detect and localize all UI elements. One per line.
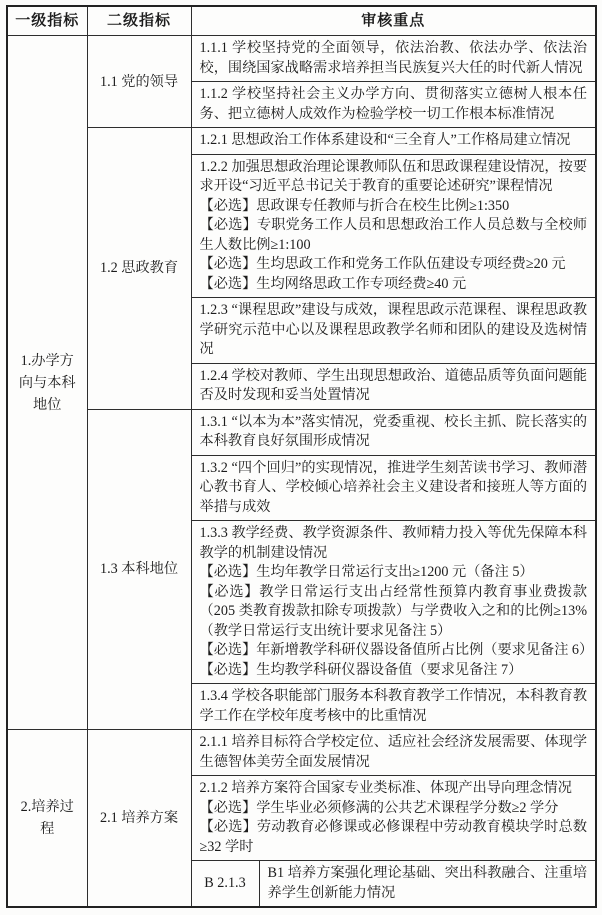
required-item: 【必选】学生毕业必须修满的公共艺术课程学分数≥2 学分	[199, 799, 559, 816]
header-review-focus: 审核重点	[191, 6, 596, 36]
criterion-text: 1.1.1 学校坚持党的全面领导，依法治教、依法办学、依法治校，围绕国家战略需求培养担当民族复兴大任的时代新人情况	[199, 40, 588, 76]
required-item: 【必选】专职党务工作人员和思想政治工作人员总数与全校师生人数比例≥1:100	[199, 217, 588, 253]
focus-cell-1-3-3	[191, 521, 596, 684]
focus-cell-1-2-1	[191, 128, 596, 155]
focus-cell-1-3-2	[191, 455, 596, 521]
focus-cell-1-2-3	[191, 298, 596, 364]
focus-cell-1-1-2	[191, 82, 596, 128]
focus-cell-1-3-1	[191, 409, 596, 455]
header-level1-indicator: 一级指标	[7, 6, 87, 36]
b-code-cell: B 2.1.3	[191, 861, 259, 908]
criterion-text: 1.2.1 思想政治工作体系建设和“三全育人”工作格局建立情况	[199, 132, 571, 148]
focus-cell-b-2-1-3	[259, 861, 596, 908]
criterion-text: 2.1.1 培养目标符合学校定位、适应社会经济发展需要、体现学生德智体美劳全面发展情况	[199, 734, 588, 770]
focus-cell-1-2-4	[191, 363, 596, 409]
header-row	[7, 6, 596, 36]
focus-cell-2-1-2	[191, 776, 596, 861]
review-indicators-table	[6, 5, 597, 908]
header-level2-indicator: 二级指标	[87, 6, 191, 36]
criterion-text: B1 培养方案强化理论基础、突出科教融合、注重培养学生创新能力情况	[267, 865, 588, 901]
row-1-2-1	[7, 128, 596, 155]
level2-cell-1-2: 1.2 思政教育	[87, 128, 191, 410]
row-1-3-1	[7, 409, 596, 455]
level1-cell-2: 2.培养过程	[7, 730, 87, 908]
required-item: 【必选】年新增教学科研仪器设备值所占比例（要求见备注 6）	[199, 642, 594, 658]
focus-cell-1-3-4	[191, 684, 596, 730]
level2-cell-1-3: 1.3 本科地位	[87, 409, 191, 730]
row-1-1-1	[7, 36, 596, 82]
criterion-text: 1.3.1 “以本为本”落实情况，党委重视、校长主抓、院长落实的本科教育良好氛围形成情况	[199, 413, 588, 449]
criterion-text: 1.3.4 学校各职能部门服务本科教育教学工作情况，本科教育教学工作在学校年度考核中的比重情况	[199, 688, 588, 724]
required-item: 【必选】思政课专任教师与折合在校生比例≥1:350	[199, 197, 510, 214]
criterion-text: 1.2.3 “课程思政”建设与成效，课程思政示范课程、课程思政教学研究示范中心以及课程思政教学名师和团队的建设及选树情况	[199, 302, 588, 357]
required-item: 【必选】生均年教学日常运行支出≥1200 元（备注 5）	[199, 564, 534, 580]
focus-cell-1-1-1	[191, 36, 596, 82]
level2-cell-2-1: 2.1 培养方案	[87, 730, 191, 908]
required-item: 【必选】生均教学科研仪器设备值（要求见备注 7）	[199, 661, 523, 678]
required-item: 【必选】劳动教育必修课或必修课程中劳动教育模块学时总数≥32 学时	[199, 819, 588, 855]
focus-cell-1-2-2	[191, 154, 596, 298]
required-item: 【必选】生均网络思政工作专项经费≥40 元	[199, 275, 467, 292]
criterion-text: 1.3.2 “四个回归”的实现情况，推进学生刻苦读书学习、教师潜心教书育人、学校倾心培养社会主义建设者和接班人等方面的举措与成效	[199, 459, 588, 515]
criterion-text: 1.1.2 学校坚持社会主义办学方向、贯彻落实立德树人根本任务、把立德树人成效作为检验学校一切工作根本标准情况	[199, 86, 588, 122]
required-item: 【必选】教学日常运行支出占经常性预算内教育事业费拨款（205 类教育拨款扣除专项拨款）与学费收入之和的比例≥13%（教学日常运行支出统计要求见备注 5）	[199, 583, 588, 639]
level2-cell-1-1: 1.1 党的领导	[87, 36, 191, 128]
criterion-text: 1.2.2 加强思想政治理论课教师队伍和思政课程建设情况，按要求开设“习近平总书记关于教育的重要论述研究”课程情况	[199, 158, 588, 194]
required-item: 【必选】生均思政工作和党务工作队伍建设专项经费≥20 元	[199, 256, 566, 272]
row-2-1-1	[7, 730, 596, 776]
criterion-text: 1.2.4 学校对教师、学生出现思想政治、道德品质等负面问题能否及时发现和妥当处置情况	[199, 367, 588, 403]
criterion-text: 2.1.2 培养方案符合国家专业类标准、体现产出导向理念情况	[199, 780, 572, 796]
level1-cell-1: 1.办学方向与本科地位	[7, 36, 87, 730]
criterion-text: 1.3.3 教学经费、教学资源条件、教师精力投入等优先保障本科教学的机制建设情况	[199, 525, 588, 561]
focus-cell-2-1-1	[191, 730, 596, 776]
